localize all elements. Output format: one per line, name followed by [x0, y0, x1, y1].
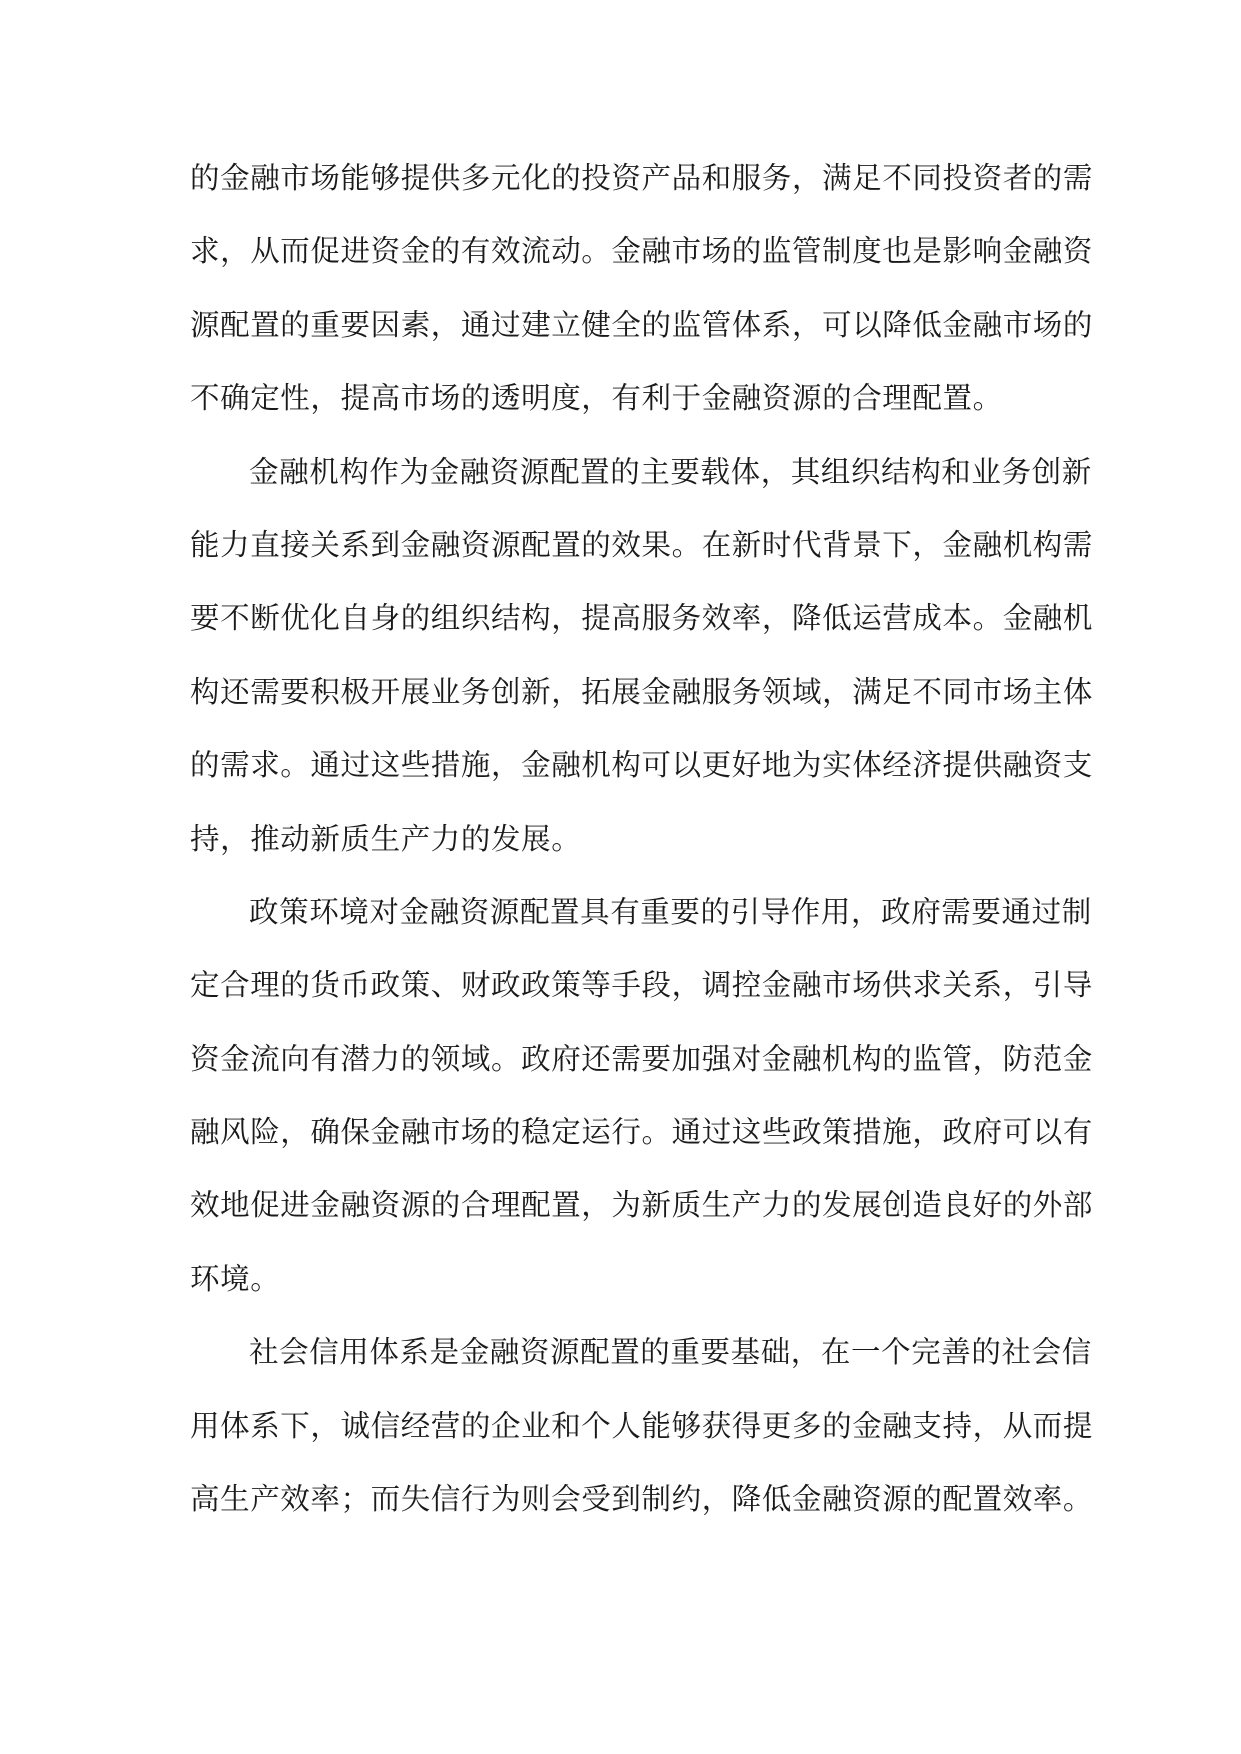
paragraph-3-line-6: 环境。 — [190, 1261, 281, 1296]
paragraph-4-line-1: 社会信用体系是金融资源配置的重要基础，在一个完善的社会信 — [249, 1335, 1092, 1370]
paragraph-1-line-2: 求，从而促进资金的有效流动。金融市场的监管制度也是影响金融资 — [190, 234, 1094, 269]
body-text — [190, 142, 1094, 1536]
paragraph-2-line-6: 持，推动新质生产力的发展。 — [190, 821, 582, 856]
paragraph-2-line-2: 能力直接关系到金融资源配置的效果。在新时代背景下，金融机构需 — [190, 527, 1094, 562]
paragraph-4-line-3: 高生产效率；而失信行为则会受到制约，降低金融资源的配置效率。 — [190, 1482, 1094, 1517]
paragraph-3-line-4: 融风险，确保金融市场的稳定运行。通过这些政策措施，政府可以有 — [190, 1115, 1094, 1150]
paragraph-1-line-4: 不确定性，提高市场的透明度，有利于金融资源的合理配置。 — [190, 381, 1003, 416]
paragraph-2-line-1: 金融机构作为金融资源配置的主要载体，其组织结构和业务创新 — [249, 454, 1092, 489]
paragraph-4-line-2: 用体系下，诚信经营的企业和个人能够获得更多的金融支持，从而提 — [190, 1408, 1094, 1443]
paragraph-3-line-3: 资金流向有潜力的领域。政府还需要加强对金融机构的监管，防范金 — [190, 1041, 1094, 1076]
paragraph-3-line-2: 定合理的货币政策、财政政策等手段，调控金融市场供求关系，引导 — [190, 968, 1094, 1003]
paragraph-3-line-5: 效地促进金融资源的合理配置，为新质生产力的发展创造良好的外部 — [190, 1188, 1094, 1223]
paragraph-1-line-3: 源配置的重要因素，通过建立健全的监管体系，可以降低金融市场的 — [190, 307, 1094, 342]
paragraph-2-line-4: 构还需要积极开展业务创新，拓展金融服务领域，满足不同市场主体 — [190, 674, 1094, 709]
paragraph-2-line-3: 要不断优化自身的组织结构，提高服务效率，降低运营成本。金融机 — [190, 601, 1094, 636]
paragraph-1-line-1: 的金融市场能够提供多元化的投资产品和服务，满足不同投资者的需 — [190, 161, 1094, 195]
paragraph-2-line-5: 的需求。通过这些措施，金融机构可以更好地为实体经济提供融资支 — [190, 748, 1094, 783]
paragraph-3-line-1: 政策环境对金融资源配置具有重要的引导作用，政府需要通过制 — [249, 894, 1092, 929]
